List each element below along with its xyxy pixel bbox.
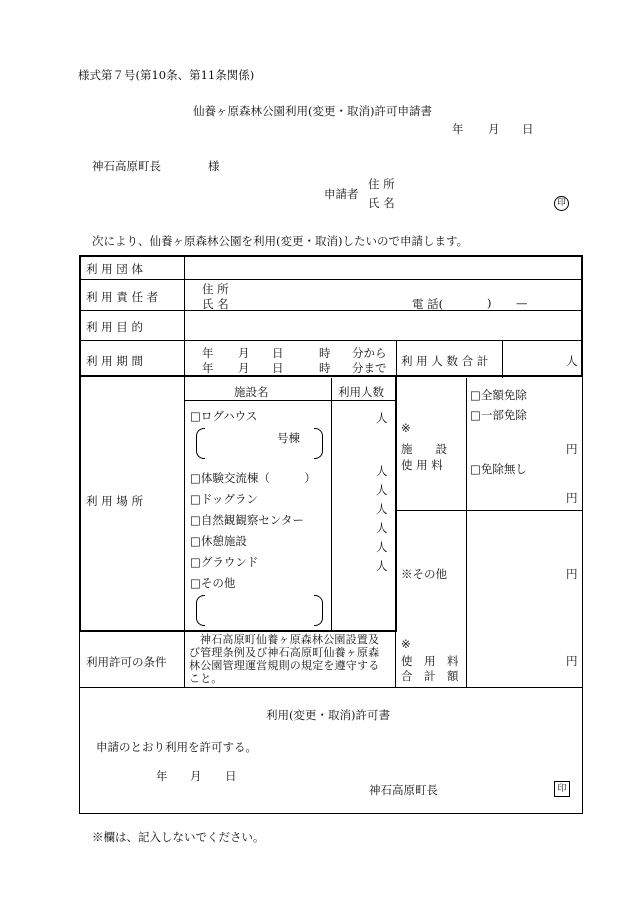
count-header: 利用人数 xyxy=(338,385,384,399)
period-label: 利 用 期 間 xyxy=(86,354,143,368)
footnote: ※欄は、記入しないでください。 xyxy=(92,830,265,844)
applicant-label: 申請者 xyxy=(324,187,359,201)
period-end-minute: 分まで xyxy=(352,361,387,375)
period-end-month: 月 xyxy=(238,361,250,375)
form-title: 仙養ヶ原森林公園利用(変更・取消)許可申請書 xyxy=(193,104,432,118)
phone-close: ) xyxy=(487,296,492,310)
intro-text: 次により、仙養ヶ原森林公園を利用(変更・取消)したいので申請します。 xyxy=(92,234,469,248)
permit-year: 年 xyxy=(156,769,168,783)
bracket-right xyxy=(314,428,323,459)
total-fee-label-1: 使 用 料 xyxy=(401,654,459,668)
facility-dog-run[interactable]: □ドッグラン xyxy=(190,492,258,506)
permit-title: 利用(変更・取消)許可書 xyxy=(266,708,390,722)
count-unit: 人 xyxy=(376,540,388,554)
facility-ground[interactable]: □グラウンド xyxy=(190,555,259,569)
permit-mayor: 神石高原町長 xyxy=(369,783,438,797)
applicant-name-label: 氏 名 xyxy=(368,196,395,210)
bracket-left xyxy=(196,595,205,626)
period-start-day: 日 xyxy=(272,346,284,360)
responsible-address-label: 住 所 xyxy=(202,282,229,296)
period-start-minute: 分から xyxy=(352,346,387,360)
yen-unit: 円 xyxy=(566,442,578,456)
count-unit: 人 xyxy=(376,411,388,425)
permit-seal-icon: 印 xyxy=(554,781,570,797)
yen-unit: 円 xyxy=(566,654,578,668)
full-exempt-checkbox[interactable]: □全額免除 xyxy=(470,388,527,402)
no-exempt-checkbox[interactable]: □免除無し xyxy=(470,462,527,476)
bracket-left xyxy=(196,428,205,459)
total-fee-mark: ※ xyxy=(401,637,411,651)
facility-fee-label-1: 施 設 xyxy=(401,442,447,456)
yen-unit: 円 xyxy=(566,567,578,581)
count-unit: 人 xyxy=(376,464,388,478)
addressee-honorific: 様 xyxy=(208,159,220,173)
date-year-label: 年 xyxy=(452,122,464,136)
place-label: 利 用 場 所 xyxy=(86,494,143,508)
facility-header: 施設名 xyxy=(234,385,269,399)
total-people-label: 利 用 人 数 合 計 xyxy=(401,354,489,368)
conditions-label: 利用許可の条件 xyxy=(86,655,167,669)
total-people-unit: 人 xyxy=(566,354,578,368)
period-end-hour: 時 xyxy=(319,361,331,375)
conditions-text: 神石高原町仙養ヶ原森林公園設置及び管理条例及び神石高原町仙養ヶ原森林公園管理運営規則の規定を遵守すること。 xyxy=(189,633,380,685)
partial-exempt-checkbox[interactable]: □一部免除 xyxy=(470,408,527,422)
purpose-label: 利 用 目 的 xyxy=(86,320,143,334)
period-start-year: 年 xyxy=(202,346,214,360)
form-number: 様式第７号(第10条、第11条関係) xyxy=(78,68,255,82)
phone-label: 電 話( xyxy=(412,297,444,311)
applicant-seal-icon: 印 xyxy=(554,196,569,211)
permit-text: 申請のとおり利用を許可する。 xyxy=(96,740,257,754)
date-month-label: 月 xyxy=(488,122,500,136)
responsible-label: 利 用 責 任 者 xyxy=(86,290,159,304)
facility-exchange[interactable]: □体験交流棟（ ） xyxy=(190,471,316,485)
addressee: 神石高原町長 xyxy=(92,159,161,173)
count-unit: 人 xyxy=(376,502,388,516)
period-end-day: 日 xyxy=(272,361,284,375)
facility-log-house[interactable]: □ログハウス xyxy=(190,409,258,423)
group-field[interactable] xyxy=(190,258,580,278)
date-day-label: 日 xyxy=(522,122,534,136)
total-fee-label-2: 合 計 額 xyxy=(401,669,459,683)
period-end-year: 年 xyxy=(202,361,214,375)
other-fee-label: ※その他 xyxy=(401,567,447,581)
facility-rest[interactable]: □休憩施設 xyxy=(190,534,247,548)
facility-fee-mark: ※ xyxy=(401,421,411,435)
period-start-hour: 時 xyxy=(319,346,331,360)
yen-unit: 円 xyxy=(566,491,578,505)
facility-fee-label-2: 使 用 料 xyxy=(401,458,443,472)
permit-month: 月 xyxy=(190,769,202,783)
count-unit: 人 xyxy=(376,521,388,535)
count-unit: 人 xyxy=(376,559,388,573)
responsible-name-label: 氏 名 xyxy=(202,297,229,311)
facility-nature-center[interactable]: □自然観観察センター xyxy=(190,513,304,527)
applicant-address-label: 住 所 xyxy=(368,177,395,191)
purpose-field[interactable] xyxy=(190,313,580,338)
group-label: 利 用 団 体 xyxy=(86,262,143,276)
responsible-field[interactable] xyxy=(240,282,400,308)
building-number-label: 号棟 xyxy=(277,431,300,445)
permit-day: 日 xyxy=(225,769,237,783)
period-start-month: 月 xyxy=(238,346,250,360)
count-unit: 人 xyxy=(376,483,388,497)
phone-dash: — xyxy=(516,296,528,310)
bracket-right xyxy=(314,595,323,626)
facility-other[interactable]: □その他 xyxy=(190,576,236,590)
